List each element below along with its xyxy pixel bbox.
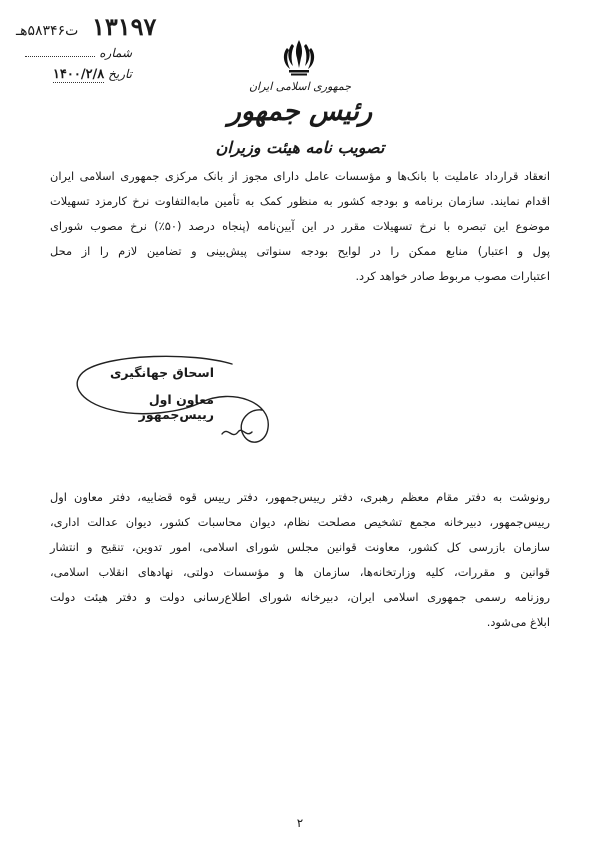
- number-field: [20, 46, 132, 60]
- body-line: اقدام نمایند. سازمان برنامه و بودجه کشور به منظور کمک به تأمین مابه‌التفاوت نرخ کارمزد تسهیلات: [50, 194, 550, 208]
- iran-emblem-icon: [281, 38, 317, 76]
- date-value-wrapper: [53, 67, 104, 82]
- cc-paragraph: [50, 485, 550, 635]
- cc-line: سازمان بازرسی کل کشور، معاونت قوانین مجلس شورای اسلامی، امور تدوین، تنقیح و انتشار: [50, 540, 550, 554]
- body-line: پول و اعتبار) منابع ممکن را در لوایح بودجه سنواتی پیش‌بینی و تضامین لازم را از محل: [50, 244, 550, 258]
- cc-line: روزنامه رسمی جمهوری اسلامی ایران، دبیرخانه شورای اطلاع‌رسانی دولت و دفتر هیئت دولت: [50, 590, 550, 604]
- number-label: شماره: [99, 46, 132, 60]
- cc-line: رییس‌جمهور، دبیرخانه مجمع تشخیص مصلحت نظام، دیوان محاسبات کشور، دیوان عدالت اداری،: [50, 515, 550, 529]
- document-subtitle: تصویب نامه هیئت وزیران: [215, 138, 385, 157]
- signatory-name: اسحاق جهانگیری: [109, 365, 214, 380]
- date-value: ۱۴۰۰/۲/۸: [52, 67, 105, 82]
- country-name: جمهوری اسلامی ایران: [248, 80, 352, 93]
- reference-code: ت۵۸۳۴۶هـ: [16, 23, 79, 39]
- body-line: موضوع این تبصره با نرخ تسهیلات مقرر در این آیین‌نامه (پنجاه درصد (۵۰٪) نرخ مصوب شورای: [50, 219, 550, 233]
- cc-line: رونوشت به دفتر مقام معظم رهبری، دفتر رییس‌جمهور، دفتر رییس قوه قضاییه، دفتر معاون اول: [50, 490, 550, 504]
- number-dotted-line: [25, 48, 95, 57]
- reference-number: [16, 12, 156, 41]
- reference-number-value: ۱۳۱۹۷: [91, 12, 157, 41]
- date-label: تاریخ: [108, 67, 132, 81]
- page-number: ۲: [296, 816, 304, 830]
- office-title: رئیس جمهور: [227, 96, 373, 127]
- date-field: [20, 67, 132, 82]
- body-line: انعقاد قرارداد عاملیت با بانک‌ها و مؤسسات عامل دارای مجوز از بانک مرکزی جمهوری اسلامی ایران: [50, 169, 550, 183]
- body-line: اعتبارات مصوب مربوط صادر خواهد کرد.: [355, 269, 550, 283]
- signatory-title: معاون اول رییس‌جمهور: [138, 392, 214, 422]
- cc-line: ابلاغ می‌شود.: [486, 615, 550, 629]
- cc-line: قوانین و مقررات، کلیه وزارتخانه‌ها، سازمان ها و مؤسسات دولتی، نهادهای انقلاب اسلامی،: [50, 565, 550, 579]
- body-paragraph: [50, 164, 550, 289]
